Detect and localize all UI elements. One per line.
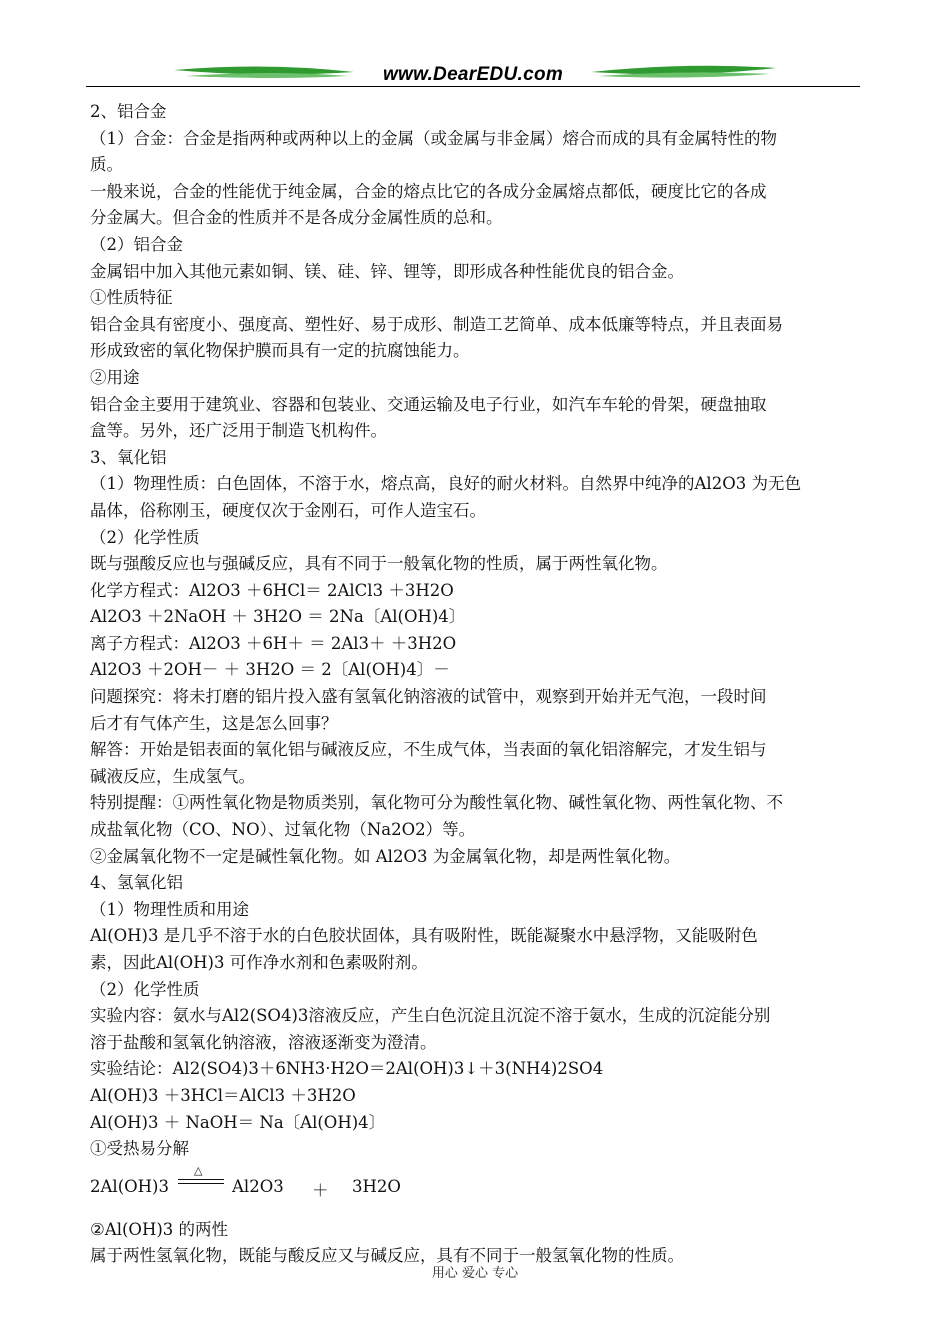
text-line: 溶于盐酸和氢氧化钠溶液，溶液逐渐变为澄清。 (90, 1032, 437, 1052)
text-line: 问题探究：将未打磨的铝片投入盛有氢氧化钠溶液的试管中，观察到开始并无气泡，一段时间 (90, 687, 767, 707)
text-line: 特别提醒：①两性氧化物是物质类别，氧化物可分为酸性氧化物、碱性氧化物、两性氧化物、不 (90, 793, 783, 813)
text-line: 素，因此Al(OH)3 可作净水剂和色素吸附剂。 (90, 953, 428, 972)
reactant: 2Al(OH)3 (90, 1176, 169, 1196)
text-line: 分金属大。但合金的性质并不是各成分金属性质的总和。 (90, 208, 503, 228)
site-url-text: www.DearEDU.com (382, 64, 564, 85)
text-line: （1）物理性质和用途 (90, 899, 249, 919)
text-line: ①性质特征 (90, 288, 173, 308)
text-line: Al(OH)3 ＋3HCl＝AlCl3 ＋3H2O (90, 1085, 356, 1105)
text-line: 后才有气体产生，这是怎么回事？ (90, 713, 338, 733)
text-line: 质。 (90, 155, 123, 175)
text-line: 解答：开始是铝表面的氧化铝与碱液反应，不生成气体，当表面的氧化铝溶解完，才发生铝与 (90, 740, 767, 760)
document-body (90, 99, 865, 1270)
plus-sign: ＋ (312, 1180, 329, 1200)
text-line: 碱液反应，生成氢气。 (90, 766, 255, 786)
text-line: 铝合金具有密度小、强度高、塑性好、易于成形、制造工艺简单、成本低廉等特点，并且表面易 (90, 314, 783, 334)
text-line: 化学方程式：Al2O3 ＋6HCl＝ 2AlCl3 ＋3H2O (90, 580, 454, 600)
text-line: 盒等。另外，还广泛用于制造飞机构件。 (90, 421, 387, 441)
text-line: 既与强酸反应也与强碱反应，具有不同于一般氧化物的性质，属于两性氧化物。 (90, 554, 668, 574)
text-line: 形成致密的氧化物保护膜而具有一定的抗腐蚀能力。 (90, 341, 470, 361)
text-line: （1）合金：合金是指两种或两种以上的金属（或金属与非金属）熔合而成的具有金属特性的物 (90, 128, 777, 148)
header-divider (86, 86, 860, 87)
text-line: 铝合金主要用于建筑业、容器和包装业、交通运输及电子行业，如汽车车轮的骨架，硬盘抽取 (90, 394, 767, 414)
heat-triangle-icon: △ (194, 1163, 203, 1177)
text-line: （2）化学性质 (90, 979, 200, 999)
text-line: Al2O3 ＋2OH－ ＋ 3H2O ＝ 2〔Al(OH)4〕－ (90, 660, 450, 680)
text-line: 成盐氧化物（CO、NO）、过氧化物（Na2O2）等。 (90, 820, 476, 840)
heat-decomposition-equation (90, 1165, 865, 1205)
page-footer: 用心 爱心 专心 (431, 1266, 519, 1281)
text-line: Al(OH)3 ＋ NaOH＝ Na〔Al(OH)4〕 (90, 1112, 386, 1132)
text-line: 4、氢氧化铝 (90, 873, 183, 893)
product-water: 3H2O (352, 1176, 401, 1196)
text-line: 一般来说，合金的性能优于纯金属，合金的熔点比它的各成分金属熔点都低，硬度比它的各成 (90, 181, 767, 201)
text-line: 2、铝合金 (90, 102, 167, 121)
text-line: ②金属氧化物不一定是碱性氧化物。如 Al2O3 为金属氧化物，却是两性氧化物。 (90, 846, 681, 866)
text-line: （1）物理性质：白色固体，不溶于水，熔点高，良好的耐火材料。自然界中纯净的Al2O3 为无色 (90, 474, 801, 494)
text-line: 3、氧化铝 (90, 447, 167, 467)
heat-condition-arrow (178, 1165, 224, 1187)
text-line: 离子方程式：Al2O3 ＋6H＋ ＝ 2Al3＋ ＋3H2O (90, 633, 457, 653)
text-line: ①受热易分解 (90, 1139, 189, 1159)
text-line: Al2O3 ＋2NaOH ＋ 3H2O ＝ 2Na〔Al(OH)4〕 (90, 607, 466, 627)
text-line: ②用途 (90, 367, 140, 387)
text-line: Al(OH)3 是几乎不溶于水的白色胶状固体，具有吸附性，既能凝聚水中悬浮物，又能吸附色 (90, 926, 758, 946)
text-line: 金属铝中加入其他元素如铜、镁、硅、锌、锂等，即形成各种性能优良的铝合金。 (90, 261, 684, 281)
text-line: 晶体，俗称刚玉，硬度仅次于金刚石，可作人造宝石。 (90, 500, 486, 520)
text-line: 属于两性氢氧化物，既能与酸反应又与碱反应，具有不同于一般氢氧化物的性质。 (90, 1246, 684, 1266)
text-line: （2）铝合金 (90, 234, 183, 254)
text-line: （2）化学性质 (90, 527, 200, 547)
text-line: ②Al(OH)3 的两性 (90, 1219, 229, 1239)
text-lines (90, 99, 865, 1163)
product-alumina: Al2O3 (232, 1176, 284, 1196)
text-line: 实验结论：Al2(SO4)3＋6NH3·H2O＝2Al(OH)3↓＋3(NH4)2SO4 (90, 1059, 604, 1079)
text-line: 实验内容：氨水与Al2(SO4)3溶液反应，产生白色沉淀且沉淀不溶于氨水，生成的沉淀能分别 (90, 1006, 771, 1026)
